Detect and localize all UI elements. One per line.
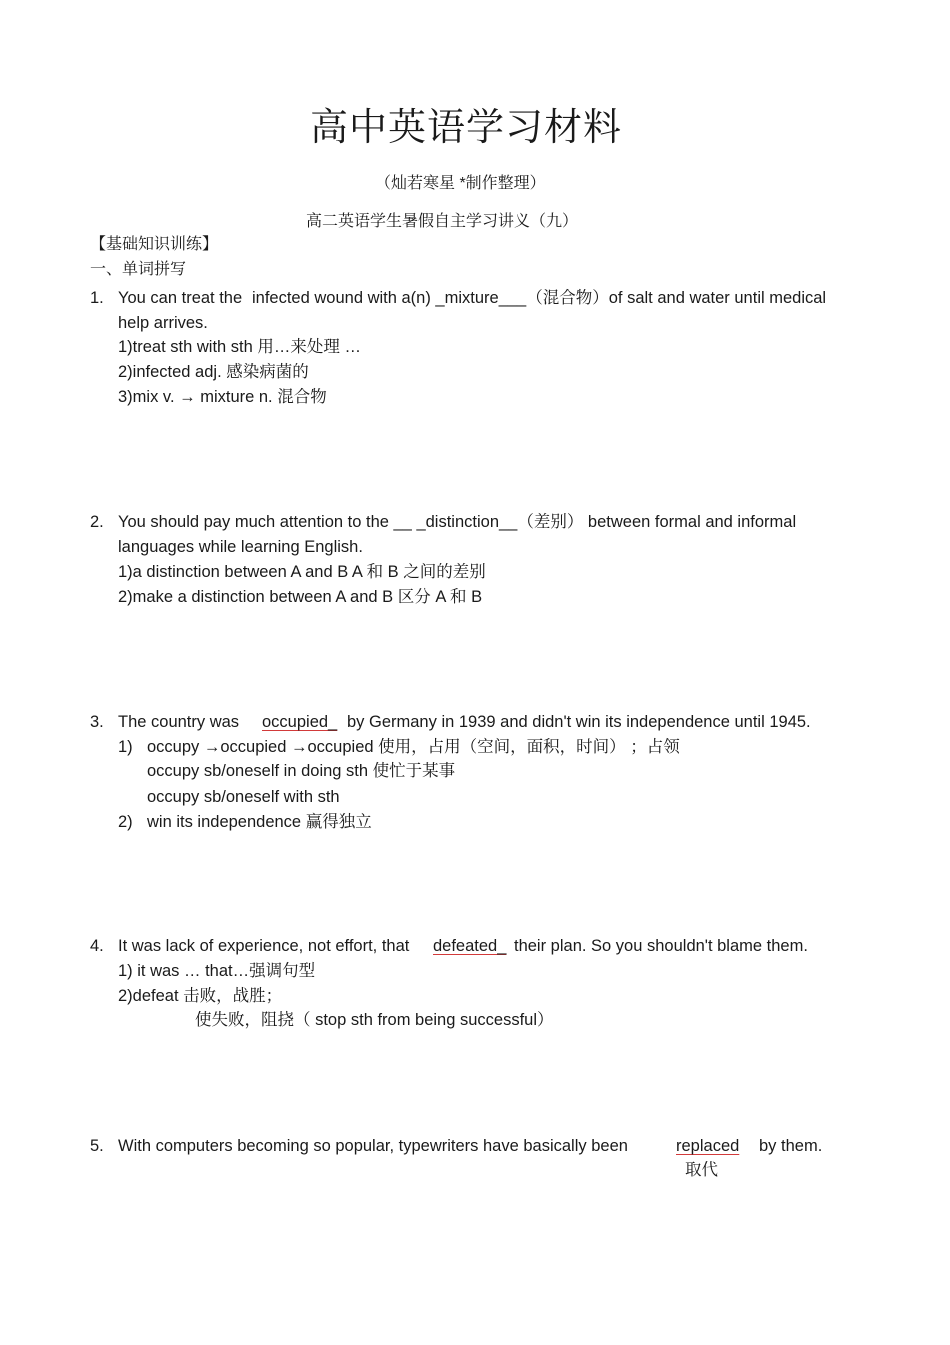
q3-note-1b: occupy sb/oneself in doing sth 使忙于某事 [147, 762, 456, 780]
item-number: 3. [90, 713, 104, 731]
q3-sentence-start: The country was [118, 713, 240, 731]
q3-note-1c: occupy sb/oneself with sth [147, 788, 340, 806]
section-title: 【基础知识训练】 [90, 236, 219, 253]
q3-note-2: win its independence 赢得独立 [147, 813, 372, 831]
q4-sentence-rest: their plan. So you shouldn't blame them. [514, 937, 808, 955]
q1-sentence-start: You can treat the [118, 289, 243, 307]
item-number: 5. [90, 1137, 104, 1155]
q2-note-1: 1)a distinction between A and B A 和 B 之间的差别 [118, 563, 486, 581]
item-number: 2. [90, 513, 104, 531]
q4-answer: defeated_ [433, 937, 507, 955]
q5-gloss: 取代 [685, 1161, 718, 1179]
lecture-title: 高二英语学生暑假自主学习讲义（九） [306, 213, 579, 230]
q2-note-2: 2)make a distinction between A and B 区分 A 和 B [118, 588, 483, 606]
q3-note-1-number: 1) [118, 738, 133, 756]
q1-sentence-rest: infected wound with a(n) _mixture___（混合物）of salt and water until medical [252, 289, 827, 307]
q4-sentence-start: It was lack of experience, not effort, that [118, 937, 410, 955]
document-title: 高中英语学习材料 [310, 105, 623, 149]
q1-sentence-line2: help arrives. [118, 314, 208, 332]
q5-answer: replaced [676, 1137, 740, 1155]
q3-note-2-number: 2) [118, 813, 133, 831]
q3-sentence-rest: by Germany in 1939 and didn't win its independence until 1945. [347, 713, 811, 731]
q5-sentence-rest: by them. [759, 1137, 823, 1155]
item-number: 4. [90, 937, 104, 955]
item-number: 1. [90, 289, 104, 307]
q2-sentence-line2: languages while learning English. [118, 538, 363, 556]
q1-note-2: 2)infected adj. 感染病菌的 [118, 363, 309, 381]
q1-note-1: 1)treat sth with sth 用…来处理 … [118, 338, 361, 356]
q4-note-2: 2)defeat 击败，战胜； [118, 987, 283, 1005]
q3-answer: occupied_ [262, 713, 338, 731]
author-line: （灿若寒星 *制作整理） [375, 175, 546, 192]
q4-note-1: 1) it was … that…强调句型 [118, 962, 316, 980]
q1-note-3: 3)mix v. → mixture n. 混合物 [118, 388, 327, 406]
q5-sentence-start: With computers becoming so popular, typewriters have basically been [118, 1137, 628, 1155]
q2-sentence: You should pay much attention to the __ _distinction__（差别） between formal and informal [118, 513, 797, 531]
part-title: 一、单词拼写 [90, 261, 187, 278]
q3-note-1: occupy →occupied →occupied 使用，占用（空间，面积，时间） ；占领 [147, 738, 680, 756]
q4-note-3: 使失败，阻挠（ stop sth from being successful） [195, 1011, 554, 1029]
